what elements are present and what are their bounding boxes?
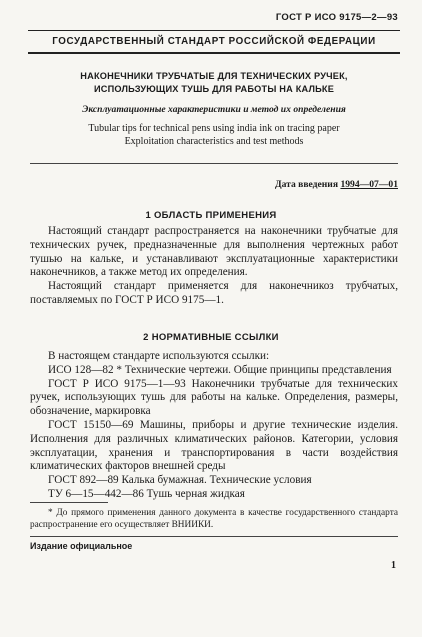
- section-1-paragraph-2: Настоящий стандарт применяется для наконечникоз трубчатых, поставляемых по ГОСТ Р ИСО 9175—1.: [30, 280, 398, 306]
- document-title: [40, 70, 388, 96]
- document-number: ГОСТ Р ИСО 9175—2—93: [275, 12, 398, 23]
- page-number: 1: [391, 560, 396, 571]
- reference-item: ТУ 6—15—442—86 Тушь черная жидкая: [48, 487, 245, 500]
- title-rule: [30, 163, 398, 164]
- intro-date-label: Дата введения: [275, 179, 339, 190]
- introduction-date: [275, 179, 398, 190]
- intro-date-value: 1994—07—01: [340, 179, 398, 190]
- english-title-line-1: Tubular tips for technical pens using india ink on tracing paper: [88, 123, 340, 134]
- document-subtitle: Эксплуатационные характеристики и метод их определения: [82, 104, 346, 115]
- footnote-bottom-rule: [30, 536, 398, 537]
- header-rule: [28, 52, 400, 54]
- section-1-heading: 1 ОБЛАСТЬ ПРИМЕНЕНИЯ: [145, 210, 277, 221]
- reference-item: ИСО 128—82 * Технические чертежи. Общие принципы представления: [48, 363, 392, 376]
- section-1-body: [30, 225, 398, 308]
- title-line-1: НАКОНЕЧНИКИ ТРУБЧАТЫЕ ДЛЯ ТЕХНИЧЕСКИХ РУЧЕК,: [80, 71, 348, 81]
- english-title: [40, 122, 388, 148]
- section-2-heading: 2 НОРМАТИВНЫЕ ССЫЛКИ: [143, 332, 279, 343]
- title-line-2: ИСПОЛЬЗУЮЩИХ ТУШЬ ДЛЯ РАБОТЫ НА КАЛЬКЕ: [93, 84, 335, 94]
- footnote-text: * До прямого применения данного документа в качестве государственного стандарта распространение его осуществляет ВНИИКИ.: [30, 508, 398, 530]
- standard-type-header: ГОСУДАРСТВЕННЫЙ СТАНДАРТ РОССИЙСКОЙ ФЕДЕРАЦИИ: [52, 36, 376, 47]
- section-2-intro: В настоящем стандарте используются ссылки:: [48, 350, 270, 362]
- english-title-line-2: Exploitation characteristics and test methods: [124, 136, 304, 147]
- reference-item: ГОСТ 892—89 Калька бумажная. Технические условия: [48, 474, 312, 487]
- reference-item: ГОСТ 15150—69 Машины, приборы и другие технические изделия. Исполнения для различных климатических районов. Категории, условия эксплуатации, хранения и транспортирования в части воздействия климатических факторов внешней среды: [30, 418, 398, 473]
- footnote: [30, 507, 398, 531]
- section-1-paragraph-1: Настоящий стандарт распространяется на наконечники трубчатые для технических ручек, предназначенные для выполнения чертежных работ тушью на кальке, и устанавливают эксплуатационные характеристики наконечников, а также метод их определения.: [30, 225, 398, 279]
- section-2-body: [30, 350, 398, 502]
- edition-label: Издание официальное: [30, 541, 133, 551]
- top-rule: [28, 30, 400, 31]
- reference-item: ГОСТ Р ИСО 9175—1—93 Наконечники трубчатые для технических ручек, использующих тушь для работы на кальке. Определения, размеры, обозначение, маркировка: [30, 377, 398, 418]
- footnote-rule: [30, 502, 108, 503]
